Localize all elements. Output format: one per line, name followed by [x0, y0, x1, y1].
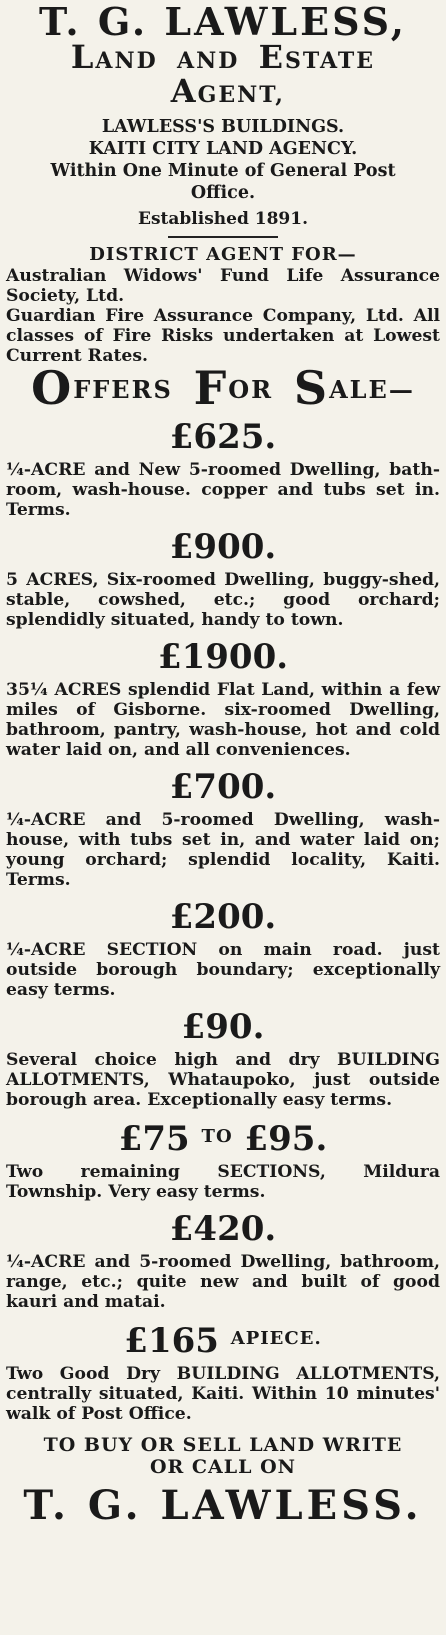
buildings-line: LAWLESS'S BUILDINGS. — [101, 117, 345, 137]
listing-price: £700. — [169, 767, 277, 807]
listing-price-low: £75 — [118, 1119, 190, 1159]
title-word-4-rest: GENT, — [197, 82, 285, 108]
listing-description: Two Good Dry BUILDING ALLOTMENTS, centrally situated, Kaiti. Within 10 minutes' walk of Post Office. — [6, 1364, 440, 1424]
listing-price: £420. — [169, 1209, 277, 1249]
listing-price-apiece — [6, 1318, 440, 1362]
listing-price: £90. — [181, 1007, 265, 1047]
listing-description: ¼-ACRE and New 5-roomed Dwelling, bath-room, wash-house. copper and tubs set in. Terms. — [6, 460, 440, 520]
advertiser-name: T. G. LAWLESS, — [39, 0, 407, 44]
agency-line: KAITI CITY LAND AGENCY. — [88, 139, 358, 159]
agency-widows-fund: Australian Widows' Fund Life Assurance Society, Ltd. — [6, 266, 440, 306]
call-to-action-line-1: TO BUY OR SELL LAND WRITE — [43, 1434, 403, 1456]
listing-price: £625. — [169, 417, 277, 457]
listing-description: ¼-ACRE and 5-roomed Dwelling, bathroom, range, etc.; quite new and built of good kauri and matai. — [6, 1252, 440, 1312]
divider — [168, 236, 278, 238]
listing-price: £165 — [124, 1321, 219, 1361]
district-agent-title: DISTRICT AGENT FOR— — [89, 244, 357, 265]
call-to-action-line-2: OR CALL ON — [149, 1456, 297, 1478]
listing-price-suffix: APIECE. — [230, 1328, 322, 1349]
advertiser-title — [6, 38, 440, 110]
offers-for-sale-heading — [6, 361, 440, 415]
offers-s-cap: S — [293, 361, 330, 415]
offers-s-rest: ALE— — [329, 375, 415, 404]
established-line: Established 1891. — [138, 209, 308, 229]
listing-price: £900. — [169, 527, 277, 567]
listing-description: 35¼ ACRES splendid Flat Land, within a few miles of Gisborne. six-roomed Dwelling, bathroom, pantry, wash-house, hot and cold water laid on, and all conveniences. — [6, 680, 440, 760]
title-word-3-cap: E — [258, 38, 285, 76]
listing-price-range — [6, 1116, 440, 1160]
listing-description: ¼-ACRE SECTION on main road. just outside borough boundary; exceptionally easy terms. — [6, 940, 440, 1000]
offers-f-cap: F — [193, 361, 229, 415]
listing-price: £1900. — [157, 637, 289, 677]
offers-o-rest: FFERS — [73, 375, 173, 404]
title-word-1-cap: L — [70, 38, 96, 76]
listing-price-connector: TO — [201, 1126, 233, 1147]
title-word-1-rest: AND — [95, 48, 158, 74]
listing-price-high: £95. — [244, 1119, 328, 1159]
listing-description: Two remaining SECTIONS, Mildura Township. Very easy terms. — [6, 1162, 440, 1202]
location-line: Within One Minute of General Post Office. — [50, 161, 396, 203]
listing-description: ¼-ACRE and 5-roomed Dwelling, wash-house, with tubs set in, and water laid on; young orchard; splendid locality, Kaiti. Terms. — [6, 810, 440, 890]
offers-f-rest: OR — [228, 375, 274, 404]
listing-price: £200. — [169, 897, 277, 937]
listing-description: Several choice high and dry BUILDING ALLOTMENTS, Whataupoko, just outside borough area. Exceptionally easy terms. — [6, 1050, 440, 1110]
title-word-3-rest: STATE — [285, 48, 376, 74]
footer-advertiser-name: T. G. LAWLESS. — [23, 1482, 423, 1529]
listing-description: 5 ACRES, Six-roomed Dwelling, buggy-shed, stable, cowshed, etc.; good orchard; splendidly situated, handy to town. — [6, 570, 440, 630]
agency-guardian-fire: Guardian Fire Assurance Company, Ltd. All classes of Fire Risks undertaken at Lowest Current Rates. — [6, 306, 440, 366]
offers-o-cap: O — [31, 361, 74, 415]
title-word-4-cap: A — [170, 72, 198, 110]
title-word-2: AND — [177, 48, 240, 74]
